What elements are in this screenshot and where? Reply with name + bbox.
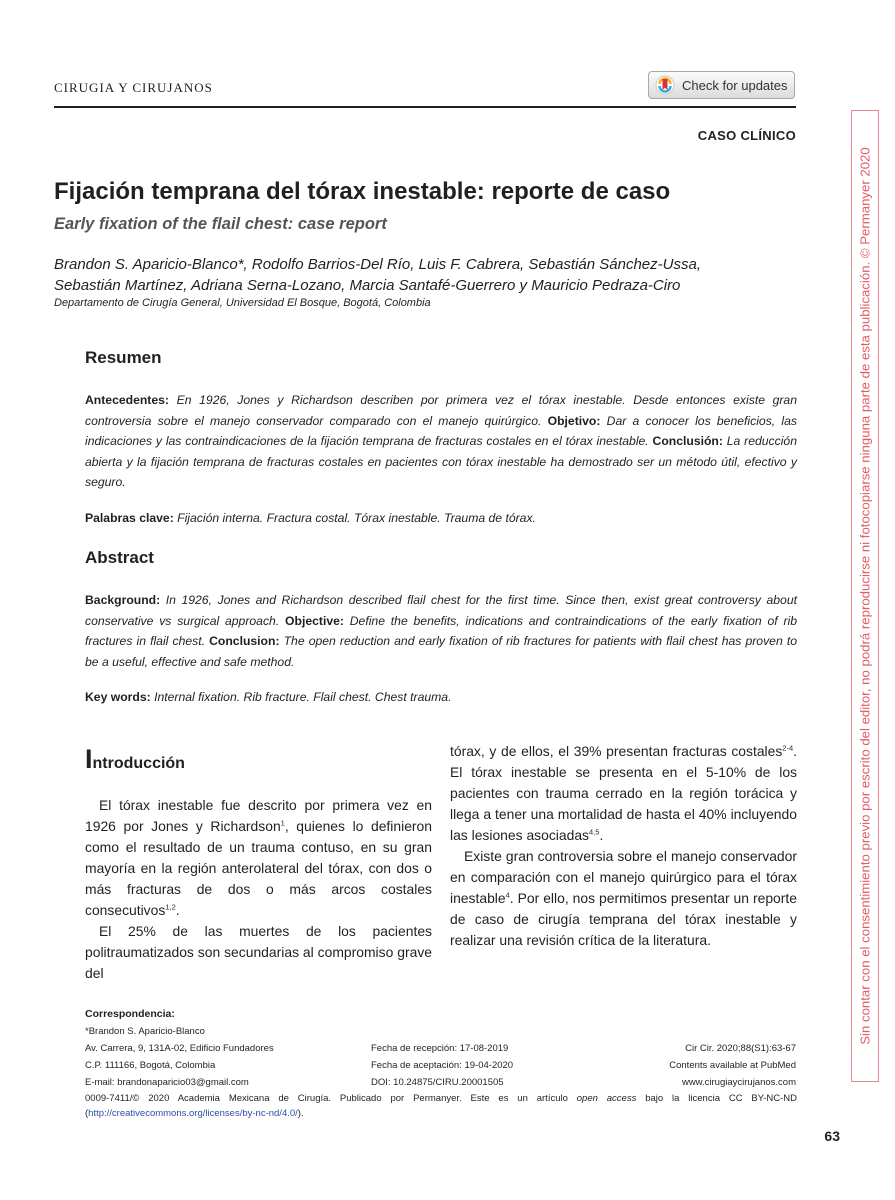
doi: DOI: 10.24875/CIRU.20001505 [371, 1077, 504, 1088]
abstract-background-text: In 1926, Jones and Richardson described flail chest for the first time. Since then, exist great controversy about conservative vs surgical approach. [85, 593, 797, 628]
abstract-text [85, 590, 797, 672]
section-label: CASO CLÍNICO [697, 128, 796, 143]
pubmed-note: Contents available at PubMed [669, 1060, 796, 1071]
authors-line-2: Sebastián Martínez, Adriana Serna-Lozano, Marcia Santafé-Guerrero y Mauricio Pedraza-Ciro [54, 277, 681, 294]
intro-heading [85, 744, 185, 775]
resumen-conclusion-label: Conclusión: [652, 434, 723, 448]
intro-p1-part-b: , quienes lo definieron como el resultado de un trauma contuso, en su gran mayoría en la región anterolateral del tórax, con dos o más fracturas de dos o más arcos costales consecutivos [85, 818, 432, 918]
resumen-antecedentes-text: En 1926, Jones y Richardson describen por primera vez el tórax inestable. Desde entonces existe gran controversia sobre el manejo conservador comparado con el manejo quirúrgico. [85, 393, 797, 428]
correspondence-title: Correspondencia: [85, 1008, 175, 1020]
key-words-text: Internal fixation. Rib fracture. Flail chest. Chest trauma. [150, 690, 452, 704]
intro-paragraph-1 [85, 795, 432, 921]
dates-block [371, 1040, 513, 1091]
article-subtitle: Early fixation of the flail chest: case report [54, 215, 387, 233]
abstract-conclusion-label: Conclusion: [209, 634, 280, 648]
license-part-b: bajo la licencia CC BY-NC-ND ( [85, 1093, 798, 1119]
resumen-objetivo-text: Dar a conocer los beneficios, las indicaciones y las contraindicaciones de la fijación temprana de fracturas costales en el tórax inestable. [85, 413, 797, 448]
license-open-access: open access [576, 1093, 637, 1104]
intro-p3-part-a: Existe gran controversia sobre el manejo conservador en comparación con el manejo quirúrgico para el tórax inestable [450, 848, 797, 906]
resumen-heading: Resumen [85, 348, 162, 367]
authors-line-1: Brandon S. Aparicio-Blanco*, Rodolfo Barrios-Del Río, Luis F. Cabrera, Sebastián Sánchez-Ussa, [54, 256, 701, 273]
intro-column-right [450, 741, 797, 951]
abstract-objective-text: Define the benefits, indications and contraindications of the early fixation of rib fractures in flail chest. [85, 613, 798, 648]
intro-paragraph-2b [450, 741, 797, 846]
copyright-sidebar [851, 110, 879, 1082]
journal-website[interactable]: www.cirugiaycirujanos.com [681, 1077, 796, 1088]
bookmark-update-icon [655, 75, 675, 95]
citation-block [669, 1040, 796, 1091]
resumen-text [85, 390, 797, 493]
license-text [85, 1091, 797, 1121]
citation-ref: 2-4 [782, 743, 794, 753]
intro-p2-part-b: . El tórax inestable se presenta en el 5-10% de los pacientes con trauma cerrado en la región torácica y llega a tener una mortalidad de hasta el 40% incluyendo las lesiones asociadas [450, 743, 797, 843]
correspondence-address-1: Av. Carrera, 9, 131A-02, Edificio Fundadores [85, 1043, 274, 1054]
palabras-clave-label: Palabras clave: [85, 511, 174, 525]
header-rule [54, 106, 796, 108]
copyright-sidebar-text: Sin contar con el consentimiento previo por escrito del editor, no podrá reproducirse ni fotocopiarse ninguna parte de esta publicación. © Permanyer 2020 [857, 147, 873, 1045]
affiliation: Departamento de Cirugía General, Universidad El Bosque, Bogotá, Colombia [54, 297, 431, 309]
citation-ref: 1,2 [165, 902, 176, 912]
key-words-label: Key words: [85, 690, 151, 704]
check-for-updates-label: Check for updates [682, 77, 788, 93]
journal-citation: Cir Cir. 2020;88(S1):63-67 [685, 1043, 796, 1054]
palabras-clave-text: Fijación interna. Fractura costal. Tórax inestable. Trauma de tórax. [173, 511, 536, 525]
intro-dropcap: I [85, 744, 93, 774]
abstract-objective-label: Objective: [285, 613, 344, 628]
intro-paragraph-2a [85, 921, 432, 984]
page-number: 63 [824, 1128, 840, 1144]
intro-paragraph-3 [450, 846, 797, 951]
intro-p2-part-a-first: El 25% de las muertes de los pacientes politraumatizados son secundarias al compromiso grave del [85, 923, 432, 981]
abstract-heading: Abstract [85, 548, 154, 567]
citation-ref: 1 [280, 818, 285, 828]
correspondence-name: *Brandon S. Aparicio-Blanco [85, 1026, 205, 1037]
abstract-background-label: Background: [85, 593, 161, 607]
intro-heading-text: ntroducción [92, 755, 185, 772]
intro-p1-part-a: El tórax inestable fue descrito por primera vez en 1926 por Jones y Richardson [85, 797, 432, 834]
palabras-clave [85, 511, 536, 525]
article-title: Fijación temprana del tórax inestable: reporte de caso [54, 178, 671, 205]
intro-p2-part-c: . [599, 827, 604, 843]
correspondence-email[interactable]: E-mail: brandonaparicio03@gmail.com [85, 1077, 249, 1088]
correspondence-address-2: C.P. 111166, Bogotá, Colombia [85, 1060, 216, 1071]
intro-p3-part-b: . Por ello, nos permitimos presentar un reporte de caso de cirugía temprana del tórax inestable y realizar una revisión crítica de la literatura. [450, 890, 797, 948]
received-date: Fecha de recepción: 17-08-2019 [371, 1043, 509, 1054]
check-for-updates-button[interactable] [648, 71, 795, 99]
license-part-a: 0009-7411/© 2020 Academia Mexicana de Cirugía. Publicado por Permanyer. Este es un artículo [85, 1093, 577, 1104]
journal-name: CIRUGIA Y CIRUJANOS [54, 80, 213, 95]
resumen-antecedentes-label: Antecedentes: [85, 393, 169, 407]
authors [54, 254, 799, 296]
abstract-conclusion-text: The open reduction and early fixation of rib fractures for patients with flail chest has proven to be a useful, effective and safe method. [85, 634, 797, 669]
citation-ref: 4 [505, 890, 510, 900]
accepted-date: Fecha de aceptación: 19-04-2020 [371, 1060, 514, 1071]
citation-ref: 4,5 [589, 827, 600, 837]
intro-column-left [85, 795, 432, 984]
correspondence [85, 1006, 274, 1091]
intro-p2-part-a-rest: tórax, y de ellos, el 39% presentan fracturas costales [450, 743, 783, 759]
intro-p1-part-c: . [175, 902, 180, 918]
license-link[interactable]: http://creativecommons.org/licenses/by-nc-nd/4.0/ [88, 1108, 298, 1119]
license-part-c: ). [297, 1108, 304, 1119]
key-words [85, 690, 451, 704]
resumen-objetivo-label: Objetivo: [547, 413, 601, 428]
resumen-conclusion-text: La reducción abierta y la fijación temprana de fracturas costales en pacientes con tórax inestable ha demostrado ser un método útil, efectivo y seguro. [85, 434, 797, 489]
